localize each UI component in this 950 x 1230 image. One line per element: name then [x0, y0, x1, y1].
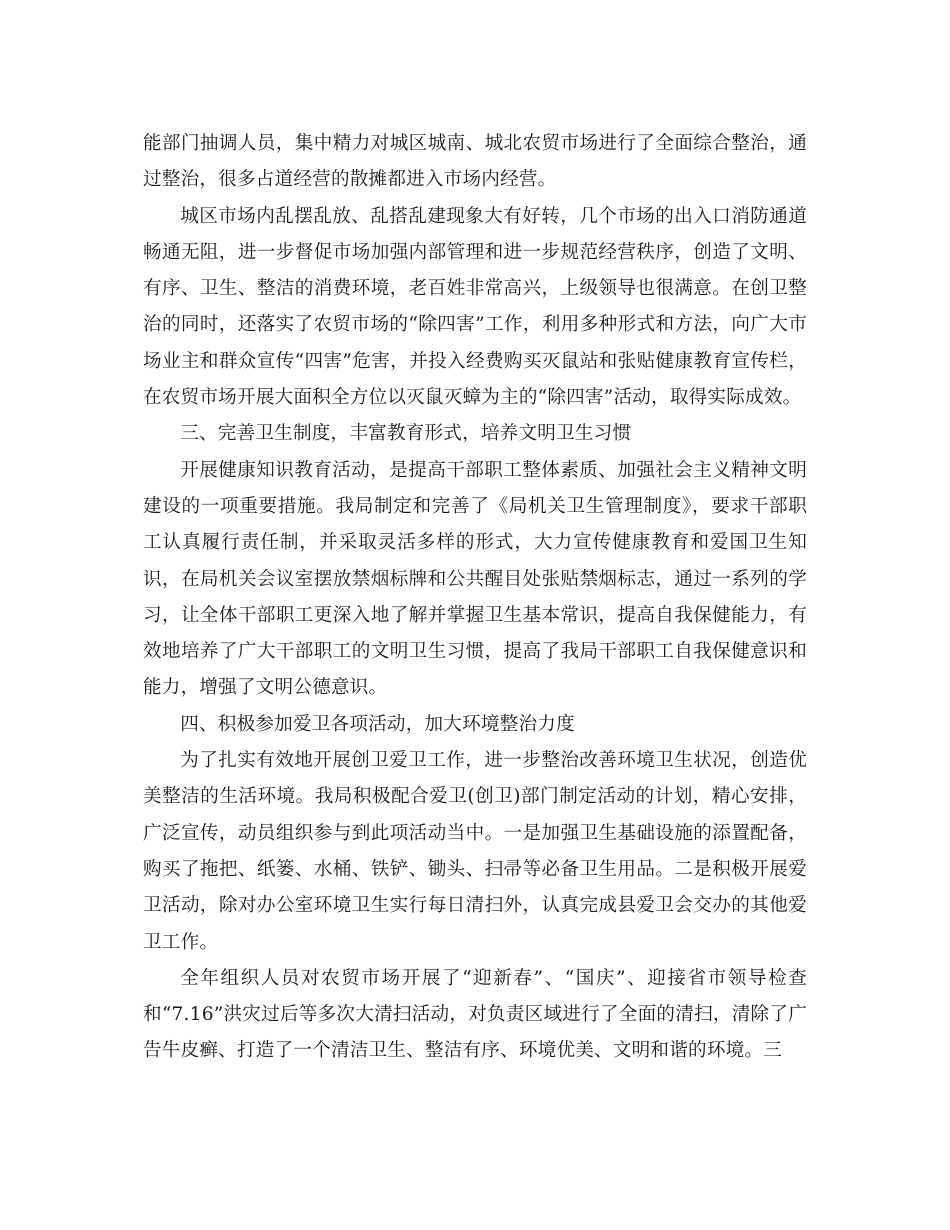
paragraph-market-rectification: 城区市场内乱摆乱放、乱搭乱建现象大有好转，几个市场的出入口消防通道畅通无阻，进一步督促市场加强内部管理和进一步规范经营秩序，创造了文明、有序、卫生、整洁的消费环境，老百姓非常高兴，上级领导也很满意。在创卫整治的同时，还落实了农贸市场的“除四害”工作，利用多种形式和方法，向广大市场业主和群众宣传“四害”危害，并投入经费购买灭鼠站和张贴健康教育宣传栏，在农贸市场开展大面积全方位以灭鼠灭蟑为主的“除四害”活动，取得实际成效。 [143, 205, 807, 409]
paragraph-continuation: 能部门抽调人员，集中精力对城区城南、城北农贸市场进行了全面综合整治，通过整治，很多占道经营的散摊都进入市场内经营。 [143, 133, 807, 191]
paragraph-annual-cleanup: 全年组织人员对农贸市场开展了“迎新春”、“国庆”、迎接省市领导检查和“7.16”洪灾过后等多次大清扫活动，对负责区域进行了全面的清扫，清除了广告牛皮癣、打造了一个清洁卫生、整洁有序、环境优美、文明和谐的环境。三 [143, 967, 807, 1062]
paragraph-patriotic-health-activities: 为了扎实有效地开展创卫爱卫工作，进一步整治改善环境卫生状况，创造优美整洁的生活环境。我局积极配合爱卫(创卫)部门制定活动的计划，精心安排，广泛宣传，动员组织参与到此项活动当中。一是加强卫生基础设施的添置配备，购买了拖把、纸篓、水桶、铁铲、锄头、扫帚等必备卫生用品。二是积极开展爱卫活动，除对办公室环境卫生实行每日清扫外，认真完成县爱卫会交办的其他爱卫工作。 [143, 750, 807, 953]
section-heading-three: 三、完善卫生制度，丰富教育形式，培养文明卫生习惯 [180, 423, 632, 445]
section-heading-four: 四、积极参加爱卫各项活动，加大环境整治力度 [180, 713, 575, 735]
paragraph-health-education: 开展健康知识教育活动，是提高干部职工整体素质、加强社会主义精神文明建设的一项重要措施。我局制定和完善了《局机关卫生管理制度》，要求干部职工认真履行责任制，并采取灵活多样的形式，大力宣传健康教育和爱国卫生知识，在局机关会议室摆放禁烟标牌和公共醒目处张贴禁烟标志，通过一系列的学习，让全体干部职工更深入地了解并掌握卫生基本常识，提高自我保健能力，有效地培养了广大干部职工的文明卫生习惯，提高了我局干部职工自我保健意识和能力，增强了文明公德意识。 [143, 459, 807, 699]
document-body [143, 126, 807, 1070]
